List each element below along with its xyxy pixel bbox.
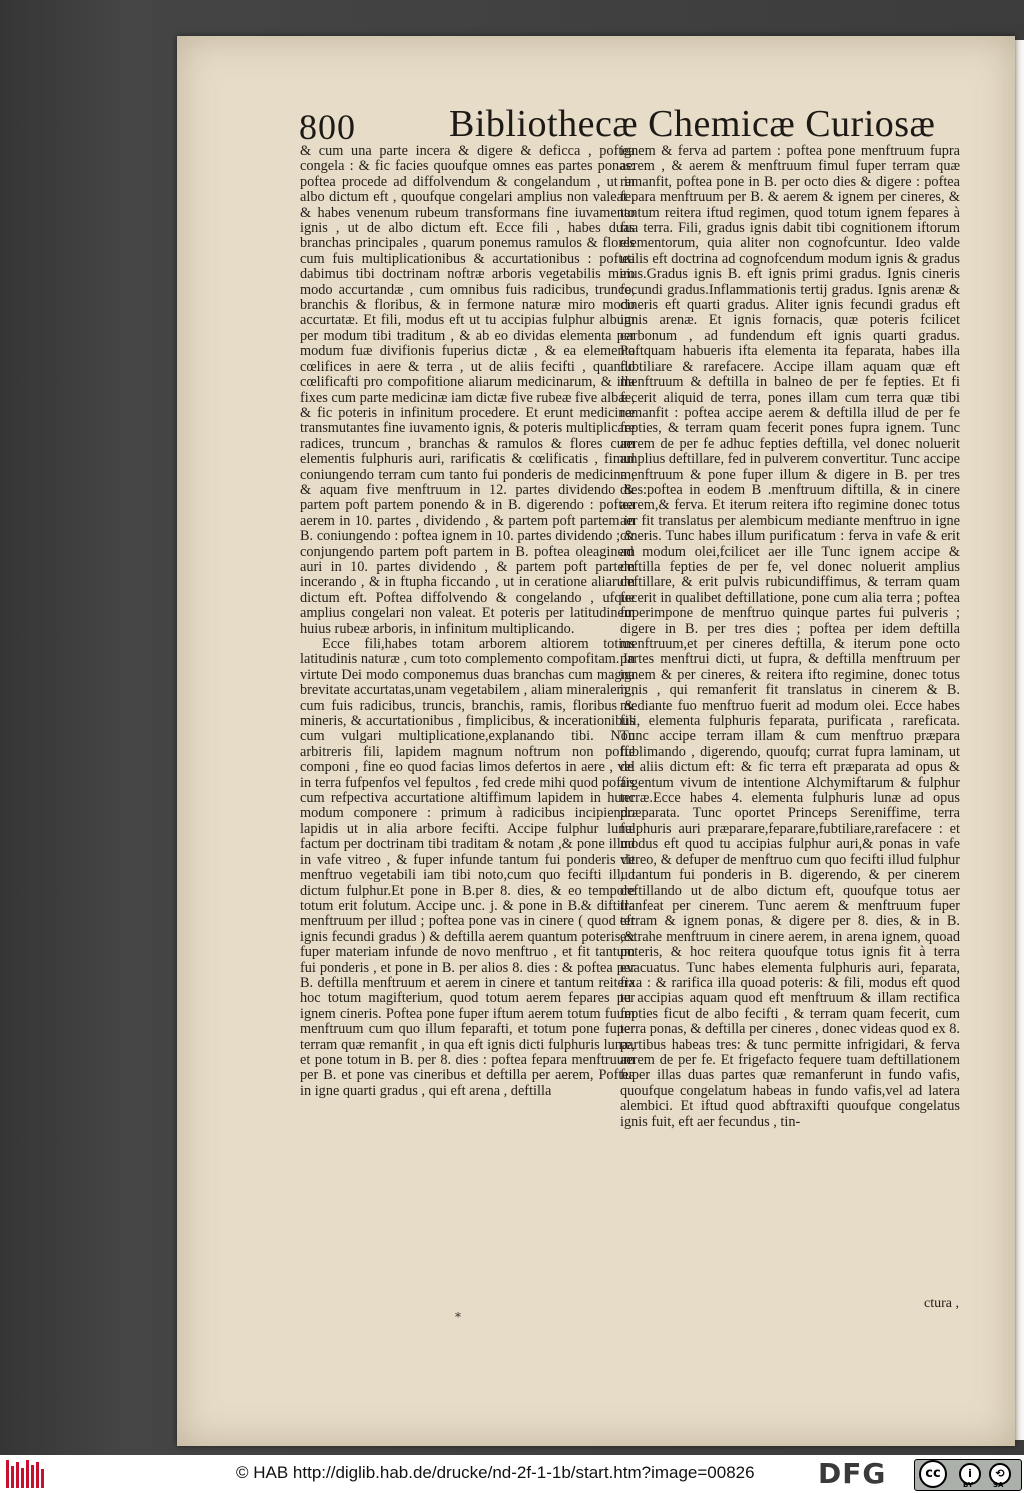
cc-license-badge[interactable] <box>914 1459 1022 1491</box>
cc-icon: cc <box>919 1460 947 1488</box>
footer-bar <box>0 1455 1024 1493</box>
dfg-logo[interactable]: DFG <box>818 1457 887 1490</box>
paragraph: Ecce fili,habes totam arborem altiorem totius latitudinis naturæ , cum toto complemento compofitam. In virtute Dei modo componemus duas branchas cum magna brevitate accurtatas,unam vegetabilem , aliam mineralem , cum fuis radicibus, truncis, branchis, ramis, floribus & mineris, & accurtationibus , fimplicibus, & incerationibus cum vulgari multiplicatione,explanando tibi. Non arbitreris fili, lapidem magnum noftrum non poffe componi , fine eo quod facias limos defertos in aere , vel in terra fufpenfos vel fepultos , fed crede mihi quod poffis cum refpectiva accurtatione altiffimum lapidem in hunc modum componere : primum à radicibus incipiendo lapidis ut in alia arbore fecifti. Accipe fulphur lunæ factum per doctrinam tibi traditam & notam ,& pone illud in vafe vitreo , & fuper infunde tantum fui ponderis de menftruo vegetabili iam tibi noto,cum quo fecifti illud dictum fulphur.Et pone in B.per 8. dies, & eo tempore totum erit folutum. Accipe unc. j. & pone in B.& diftilla menftruum per illud ; poftea pone vas in cinere ( quod eft ignis fecundi gradus ) & deftilla aerem quantum poteris,& fuper materiam infunde de novo menftruo , et fit tantum fui ponderis , et pone in B. per alios 8. dies : & poftea per B. deftilla menftruum et aerem in cinere et tantum reitera hoc totum magifterium, quod totum aerem fepares per ignem cineris. Poftea pone fuper iftum aerem totum fuum menftruum cum quo illum feparafti, et totum pone fuper terram quæ remanfit , in qua eft ignis dicti fulphuris lunæ, et pone totum in B. per 8. dies : poftea fepara menftruum per B. et pone vas cineribus et deftilla per aerem, Poftea in igne quarti gradus , qui eft arena , deftilla <box>300 636 635 1099</box>
running-title: Bibliothecæ Chemicæ Curiosæ <box>449 103 936 145</box>
book-page <box>177 36 1015 1446</box>
footer-credit-link[interactable]: © HAB http://diglib.hab.de/drucke/nd-2f-1-1b/start.htm?image=00826 <box>236 1463 755 1482</box>
paragraph: & cum una parte incera & digere & deficca , poftea congela : & fic facies quoufque omnes eas partes ponas: poftea procede ad diffolvendum & congelandum , ut in albo dictum eft , quoufque congelari amplius non valeat . & habes venenum rubeum transformans fine iuvamento ignis , ut de albo dictum eft. Ecce fili , habes duas branchas principales , quarum ponemus ramulos & flores cum fuis multiplicationibus & accurtationibus : poftea dabimus tibi doctrinam noftræ arboris vegetabilis miro modo accurtandæ , cum omnibus fuis radicibus, trunco, branchis & floribus, & in fermone naturæ miro modo accurtatæ. Et fili, modus eft ut tu accipias fulphur album per modum tibi traditum , & ab eo dividas elementa per modum fuæ divifionis fuperius dictæ , & ea elementa cœlifices in aere & terra , ut de aliis fecifti , quando cœlificafti pro compofitione aliarum medicinarum, & illa fixes cum parte medicinæ iam dictæ five rubeæ five albæ , & fic poteris in infinitum procedere. Et erunt medicinæ transmutantes fine iuvamento ignis, & poteris multiplicare radices, truncum , branchas & ramulos & flores cum elementis fulphuris auri, rarificatis & cœlificatis , fimul coniungendo terram cum tanto fui ponderis de medicina , & aquam five menftruum in 12. partes dividendo & partem poft partem ponendo & in B. digerendo : poftea aerem in 10. partes , dividendo , & partem poft partem in B. coniungendo : poftea ignem in 10. partes dividendo ; & conjungendo partem poft partem in B. poftea oleaginem auri in 10. partes dividendo , & partem poft partem incerando , & in ftupha ficcando , ut in ceratione aliarum dictum eft. Poftea diffolvendo & congelando , ufque amplius congelari non valeat. Et poteris per latitudinem huius rubeæ arboris, in infinitum multiplicando. <box>300 143 635 637</box>
catchword: ctura , <box>924 1296 959 1311</box>
left-column <box>300 144 635 1099</box>
by-icon: i <box>959 1463 981 1485</box>
page-number: 800 <box>299 107 356 147</box>
sa-icon: ⟲ <box>989 1463 1011 1485</box>
paragraph: ignem & ferva ad partem : poftea pone menftruum fupra aerem , & aerem & menftruum fimul fuper terram quæ remanfit, poftea pone in B. per octo dies & digere : poftea fepara menftruum per B. & aerem & ignem per cineres, & tantum reitera iftud regimen, quod totum ignem fepares à fua terra. Fili, gradus ignis dabit tibi cognitionem iftorum elementorum, quia aliter non cognofcuntur. Ideo valde utilis eft doctrina ad cognofcendum modum ignis & gradus eius.Gradus ignis B. eft ignis primi gradus. Ignis cineris fecundi gradus.Inflammationis tertij gradus. Ignis arenæ & cineris eft quarti gradus. Aliter ignis fecundi gradus eft ignis arenæ. Et ignis fornacis, quæ poteris fcilicet carbonum , ad fundendum eft ignis quarti gradus. Poftquam habueris ifta elementa ita feparata, habes illa fubtiliare & rarefacere. Accipe illam aquam quæ eft menftruum & deftilla in balneo de per fe fepties. Et fi fecerit aliquid de terra, pones illam cum terra quæ tibi remanfit : poftea accipe aerem & deftilla illud de per fe fepties, & terram quam fecerit pones fupra ignem. Tunc aerem de per fe adhuc fepties deftilla, vel donec noluerit amplius deftillare, fed in pulverem convertitur. Tunc accipe menftruum & pone fuper illum & digere in B. per tres dies:poftea in eodem B .menftruum diftilla, & in cinere aerem,& ferva. Et iterum reitera ifto regimine donec totus aer fit translatus per alembicum mediante menftruo in igne cineris. Tunc habes illum purificatum : ferva in vafe & erit ad modum olei,fcilicet aer ille Tunc ignem accipe & deftilla fepties de per fe, vel donec noluerit amplius deftillare, & erit pulvis rubicundiffimus, & terram quam fecerit in qualibet deftillatione, pone cum alia terra ; poftea fuperimpone de menftruo quinque partes fui pulveris ; digere in B. per tres dies ; poftea per idem deftilla menftruum,et per cineres deftilla, & iterum pone octo partes menftrui dicti, ut fupra, & deftilla menftruum per ignem & per cineres, & reitera ifto regimine, donec totus ignis , qui remanferit fit translatus in cinerem & B. mediante fuo menftruo fuerit ad modum olei. Ecce habes fili, elementa fulphuris feparata, purificata , rareficata. Tunc accipe terram illam & cum menftruo præpara fublimando , digerendo, quoufq; currat fupra laminam, ut de aliis dictum eft: & fic terra eft præparata ad opus & argentum vivum de intentione Alchymiftarum & fulphur terræ.Ecce habes 4. elementa fulphuris lunæ ad opus præparata. Tunc oportet Princeps Sereniffime, terra fulphuris auri præparare,feparare,fubtiliare,rarefacere : et modus eft quod tu accipias fulphur auri,& ponas in vafe vitreo, & defuper de menftruo cum quo fecifti illud fulphur , tantum fui ponderis in B. digerendo, & per cinerem deftillando ut de albo dictum eft, quoufque totus aer tranfeat per cinerem. Tunc aerem & menftruum fuper terram & ignem ponas, & digere per 8. dies, & in B. extrahe menftruum in cinere aerem, in arena ignem, quoad poteris, & hoc reitera quoufque totus ignis fit à terra evacuatus. Tunc habes elementa fulphuris auri, feparata, fixa : & rarifica illa quoad poteris: & fili, modus eft quod tu accipias aquam quod eft menftruum & illam rectifica fepties ficut de albo fecifti , & terram quam fecerit, cum terra ponas, & deftilla per cineres , donec videas quod ex 8. partibus habeas tres: & tunc permitte infrigidari, & ferva aerem de per fe. Et frigefacto fequere tuam deftillationem fuper illas duas partes quæ remanferunt in fundo vafis, quoufque congelatum habeas in fundo vafis,vel ad latera alembici. Et iftud quod abftraxifti quoufque congelatus ignis fuit, eft aer fecundus , tin- <box>620 143 960 1130</box>
page-mark: * <box>455 1310 461 1324</box>
by-label: BY <box>963 1481 974 1489</box>
sa-label: SA <box>993 1481 1004 1489</box>
hab-logo[interactable] <box>6 1460 46 1488</box>
right-column <box>620 144 960 1130</box>
